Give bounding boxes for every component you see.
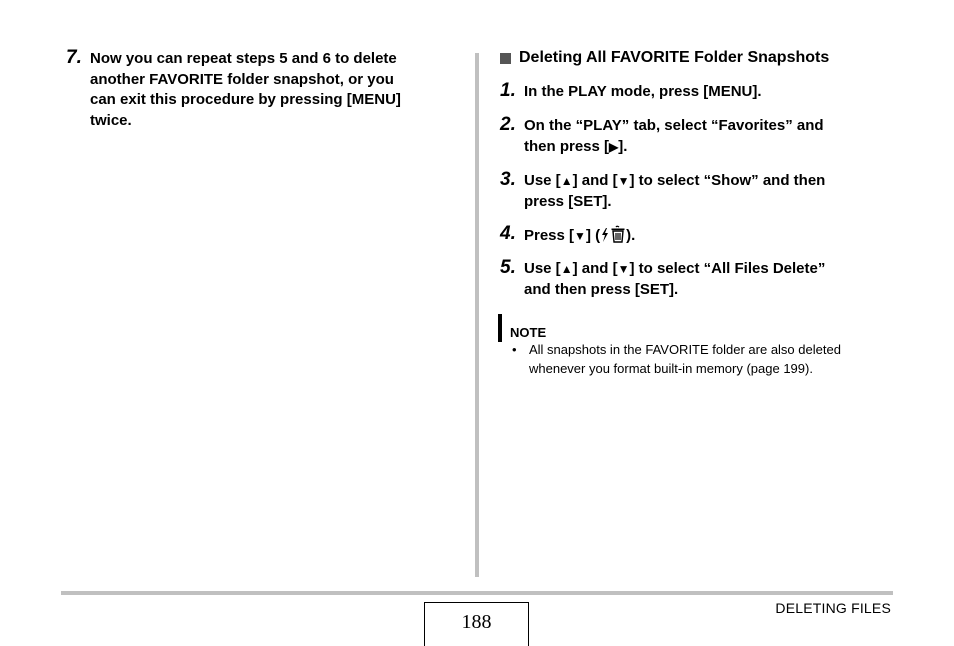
column-divider [475,53,479,577]
page-number: 188 [424,602,529,646]
down-arrow-icon: ▼ [574,229,586,243]
footer-rule [61,591,893,595]
flash-icon [600,227,610,250]
square-bullet-icon [500,53,511,64]
down-arrow-icon: ▼ [617,174,630,188]
step-text: Now you can repeat steps 5 and 6 to delete another FAVORITE folder snapshot, or you can exit this procedure by pressing [MENU] twice. [90,50,401,129]
step-number: 4. [500,223,516,244]
step-number: 2. [500,114,516,135]
note-label: NOTE [510,325,547,340]
step-number: 5. [500,257,516,278]
step-text: Use [▲] and [▼] to select “Show” and then press [SET]. [524,172,826,210]
step-text: Use [▲] and [▼] to select “All Files Delete” and then press [SET]. [524,260,826,298]
right-arrow-icon: ▶ [609,139,619,154]
step-number: 3. [500,169,516,190]
up-arrow-icon: ▲ [560,174,573,188]
note-text: All snapshots in the FAVORITE folder are also deleted whenever you format built-in memory (page 199). [529,342,841,376]
step-text: On the “PLAY” tab, select “Favorites” and then press [▶]. [524,117,824,155]
section-heading: Deleting All FAVORITE Folder Snapshots [500,48,829,68]
note-bar [498,314,502,342]
step-number: 7. [66,47,82,68]
step-text: Press [▼] ( ). [524,225,635,250]
step-4 [500,225,635,250]
step-1 [500,82,762,103]
step-number: 1. [500,80,516,101]
step-5 [500,259,825,300]
up-arrow-icon: ▲ [560,262,573,276]
section-label: DELETING FILES [775,600,891,616]
step-2 [500,116,824,157]
step-text: In the PLAY mode, press [MENU]. [524,83,762,100]
down-arrow-icon: ▼ [617,262,630,276]
note-bullet: • [512,342,517,357]
step-3 [500,171,825,212]
trash-icon [610,225,626,250]
step-7 [66,49,401,131]
note-item [512,340,841,378]
